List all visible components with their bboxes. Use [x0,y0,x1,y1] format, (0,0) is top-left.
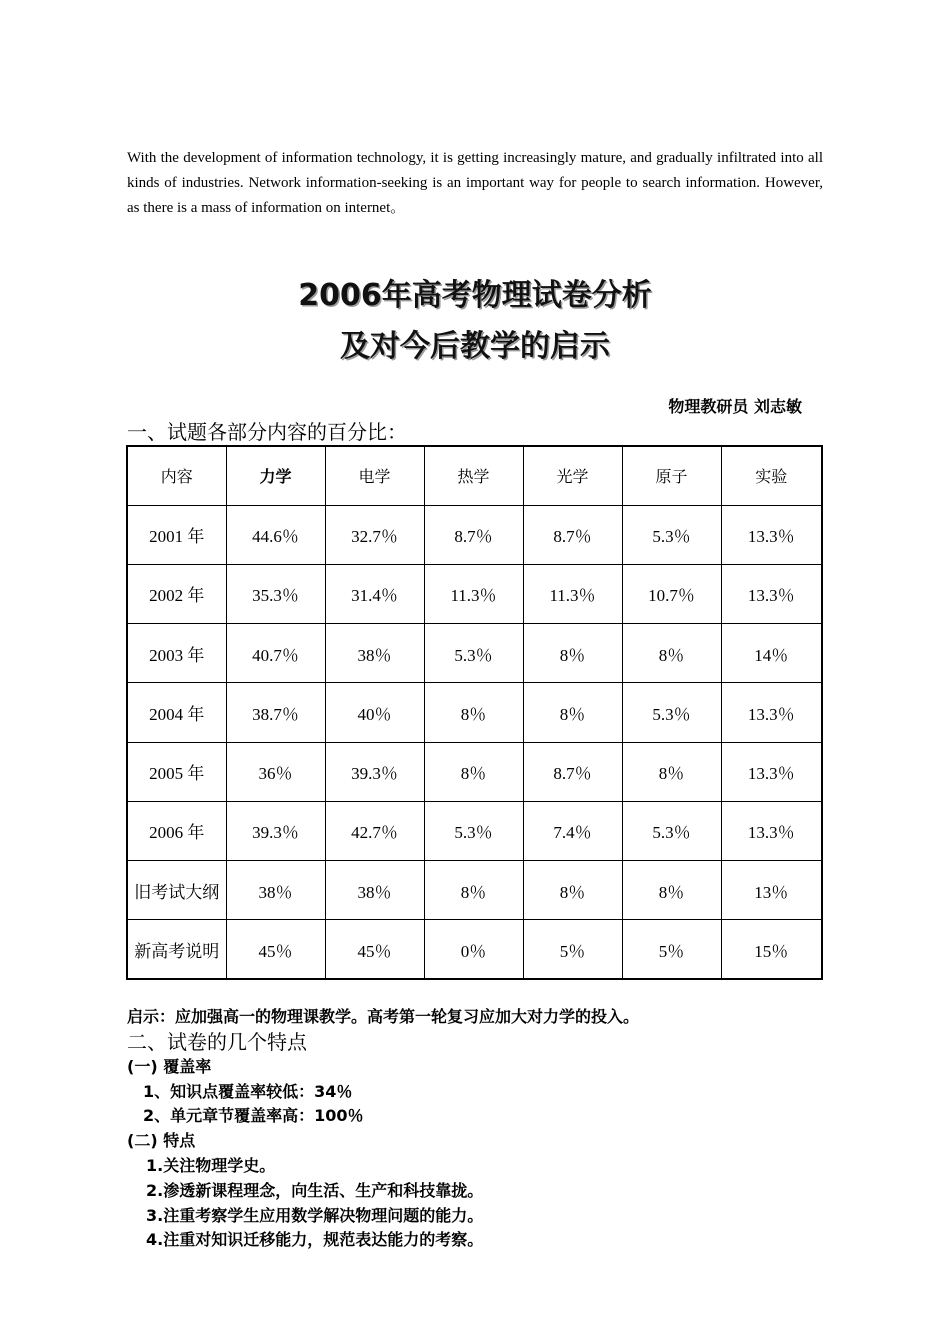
value-cell: 35.3％ [226,564,325,623]
table-row [127,624,822,683]
value-cell: 44.6％ [226,505,325,564]
table-row [127,683,822,742]
table-row [127,861,822,920]
value-cell: 13％ [721,861,822,920]
value-cell: 10.7％ [622,564,721,623]
value-cell: 7.4％ [523,801,622,860]
value-cell: 38％ [226,861,325,920]
table-row [127,920,822,979]
value-cell: 0％ [424,920,523,979]
header-cell: 力学 [226,446,325,505]
title-line-2: 及对今后教学的启示 [340,329,610,364]
value-cell: 5.3％ [424,624,523,683]
row-label-cell: 2001 年 [127,505,226,564]
value-cell: 40.7％ [226,624,325,683]
value-cell: 38％ [325,861,424,920]
list-item: 1、知识点覆盖率较低：34％ [143,1082,353,1101]
row-label-cell: 2005 年 [127,742,226,801]
value-cell: 8％ [424,861,523,920]
value-cell: 42.7％ [325,801,424,860]
value-cell: 8.7％ [424,505,523,564]
row-label-cell: 2004 年 [127,683,226,742]
title-line-1: 2006年高考物理试卷分析 [298,278,652,313]
row-label-cell: 旧考试大纲 [127,861,226,920]
table-row [127,742,822,801]
row-label-cell: 2006 年 [127,801,226,860]
table-row [127,505,822,564]
value-cell: 13.3％ [721,683,822,742]
header-cell: 热学 [424,446,523,505]
value-cell: 45％ [325,920,424,979]
value-cell: 8.7％ [523,742,622,801]
value-cell: 5.3％ [622,801,721,860]
value-cell: 5.3％ [622,683,721,742]
list-item: 1.关注物理学史。 [146,1156,276,1175]
header-cell: 实验 [721,446,822,505]
list-item: 2.渗透新课程理念，向生活、生产和科技靠拢。 [146,1181,484,1200]
value-cell: 8％ [523,624,622,683]
value-cell: 39.3％ [325,742,424,801]
list-item: 4.注重对知识迁移能力，规范表达能力的考察。 [146,1230,484,1249]
value-cell: 5％ [622,920,721,979]
insight-text: 启示：应加强高一的物理课教学。高考第一轮复习应加大对力学的投入。 [127,1007,640,1026]
value-cell: 8％ [622,861,721,920]
author: 物理教研员 刘志敏 [668,397,802,416]
value-cell: 5.3％ [424,801,523,860]
header-cell: 内容 [127,446,226,505]
value-cell: 8％ [424,742,523,801]
value-cell: 13.3％ [721,801,822,860]
table-row [127,801,822,860]
value-cell: 15％ [721,920,822,979]
value-cell: 13.3％ [721,564,822,623]
section-1-heading: 一、试题各部分内容的百分比： [127,420,407,444]
row-label-cell: 2003 年 [127,624,226,683]
value-cell: 8％ [523,683,622,742]
value-cell: 45％ [226,920,325,979]
value-cell: 32.7％ [325,505,424,564]
value-cell: 11.3％ [523,564,622,623]
value-cell: 13.3％ [721,742,822,801]
value-cell: 39.3％ [226,801,325,860]
header-cell: 电学 [325,446,424,505]
row-label-cell: 2002 年 [127,564,226,623]
table-header-row [127,446,822,505]
value-cell: 11.3％ [424,564,523,623]
row-label-cell: 新高考说明 [127,920,226,979]
list-item: 2、单元章节覆盖率高：100％ [143,1106,364,1125]
list-item: 3.注重考察学生应用数学解决物理问题的能力。 [146,1206,484,1225]
value-cell: 8.7％ [523,505,622,564]
header-cell: 光学 [523,446,622,505]
value-cell: 13.3％ [721,505,822,564]
subsection-coverage-title: (一) 覆盖率 [127,1057,212,1076]
table-row [127,564,822,623]
value-cell: 40％ [325,683,424,742]
intro-paragraph: With the development of information technology, it is getting increasingly mature, and gradually infiltrated into all kinds of industries. Network information-seeking is an important way for people to search information. However, as there is a mass of information on internet。 [127,150,823,216]
value-cell: 5％ [523,920,622,979]
value-cell: 14％ [721,624,822,683]
value-cell: 38％ [325,624,424,683]
value-cell: 5.3％ [622,505,721,564]
value-cell: 38.7％ [226,683,325,742]
content-percentage-table [126,445,823,980]
value-cell: 8％ [523,861,622,920]
subsection-features-title: (二) 特点 [127,1131,196,1150]
value-cell: 8％ [424,683,523,742]
header-cell: 原子 [622,446,721,505]
value-cell: 8％ [622,624,721,683]
value-cell: 36％ [226,742,325,801]
value-cell: 31.4％ [325,564,424,623]
section-2-heading: 二、试卷的几个特点 [127,1030,307,1054]
value-cell: 8％ [622,742,721,801]
